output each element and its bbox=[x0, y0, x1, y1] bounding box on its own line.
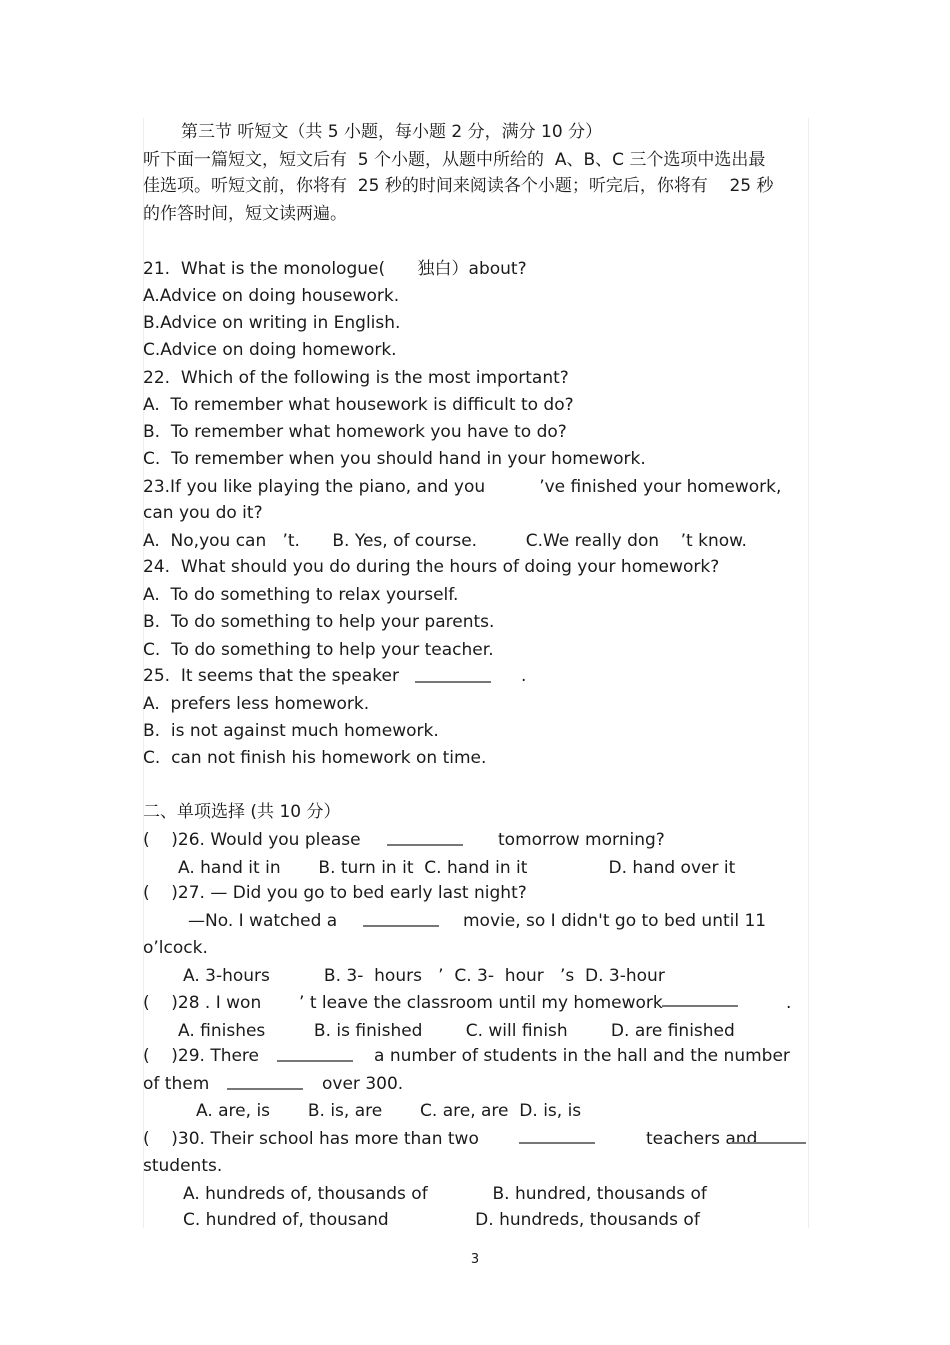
answer-blank bbox=[662, 1005, 738, 1007]
option: A.Advice on doing housework. bbox=[143, 286, 400, 306]
option: A. prefers less homework. bbox=[143, 694, 370, 714]
question-26: ( )26. Would you please bbox=[143, 830, 361, 850]
question-24: 24. What should you do during the hours of doing your homework? bbox=[143, 557, 720, 577]
option: A. To remember what housework is difficult to do? bbox=[143, 395, 574, 415]
question-27: ( )27. — Did you go to bed early last night? bbox=[143, 883, 527, 903]
question-22: 22. Which of the following is the most important? bbox=[143, 368, 569, 388]
option: C. To remember when you should hand in your homework. bbox=[143, 449, 646, 469]
options: A. hundreds of, thousands of B. hundred, thousands of bbox=[183, 1184, 707, 1204]
option: B. is not against much homework. bbox=[143, 721, 439, 741]
question-27-cont: movie, so I didn't go to bed until 11 bbox=[463, 911, 767, 931]
answer-blank bbox=[277, 1060, 353, 1062]
section-heading: 二、单项选择 (共 10 分） bbox=[143, 802, 341, 822]
question-23: 23.If you like playing the piano, and you ’ve finished your homework, bbox=[143, 477, 782, 497]
question-25-end: . bbox=[521, 666, 527, 686]
question-30-cont: students. bbox=[143, 1156, 223, 1176]
section-heading: 第三节 听短文（共 5 小题，每小题 2 分，满分 10 分） bbox=[181, 122, 603, 142]
instructions-line: 的作答时间，短文读两遍。 bbox=[143, 204, 347, 224]
answer-blank bbox=[363, 925, 439, 927]
margin-right-line bbox=[808, 118, 809, 1228]
instructions-line: 听下面一篇短文，短文后有 5 个小题，从题中所给的 A、B、C 三个选项中选出最 bbox=[143, 150, 766, 170]
option: B. To do something to help your parents. bbox=[143, 612, 495, 632]
question-30-cont: teachers and bbox=[646, 1129, 758, 1149]
question-28: ( )28 . I won ’ t leave the classroom until my homework bbox=[143, 993, 663, 1013]
question-21: 21. What is the monologue( 独白）about? bbox=[143, 259, 527, 279]
question-29-cont: of them bbox=[143, 1074, 210, 1094]
question-30: ( )30. Their school has more than two bbox=[143, 1129, 479, 1149]
option: A. To do something to relax yourself. bbox=[143, 585, 459, 605]
option: B.Advice on writing in English. bbox=[143, 313, 401, 333]
question-26-cont: tomorrow morning? bbox=[498, 830, 665, 850]
options: A. finishes B. is finished C. will finish D. are finished bbox=[178, 1021, 735, 1041]
question-29-cont: over 300. bbox=[322, 1074, 404, 1094]
options: A. 3-hours B. 3- hours ’ C. 3- hour ’s D. 3-hour bbox=[183, 966, 665, 986]
question-29-cont: a number of students in the hall and the number bbox=[374, 1046, 790, 1066]
question-27-cont: o’lcock. bbox=[143, 938, 208, 958]
question-28-end: . bbox=[786, 993, 792, 1013]
options: C. hundred of, thousand D. hundreds, thousands of bbox=[183, 1210, 700, 1230]
answer-blank bbox=[415, 681, 491, 683]
instructions-line: 佳选项。听短文前，你将有 25 秒的时间来阅读各个小题；听完后，你将有 25 秒 bbox=[143, 176, 774, 196]
answer-blank bbox=[519, 1142, 595, 1144]
option: C.Advice on doing homework. bbox=[143, 340, 397, 360]
question-23-cont: can you do it? bbox=[143, 503, 263, 523]
question-25: 25. It seems that the speaker bbox=[143, 666, 399, 686]
option: C. can not finish his homework on time. bbox=[143, 748, 487, 768]
answer-blank bbox=[227, 1088, 303, 1090]
options: A. are, is B. is, are C. are, are D. is, is bbox=[196, 1101, 582, 1121]
option: A. No,you can ’t. B. Yes, of course. C.We really don ’t know. bbox=[143, 531, 747, 551]
option: C. To do something to help your teacher. bbox=[143, 640, 494, 660]
answer-blank bbox=[387, 844, 463, 846]
answer-blank bbox=[730, 1142, 806, 1144]
options: A. hand it in B. turn in it C. hand in it D. hand over it bbox=[178, 858, 736, 878]
question-27-cont: —No. I watched a bbox=[188, 911, 338, 931]
option: B. To remember what homework you have to do? bbox=[143, 422, 567, 442]
question-29: ( )29. There bbox=[143, 1046, 260, 1066]
page-number: 3 bbox=[470, 1252, 480, 1267]
